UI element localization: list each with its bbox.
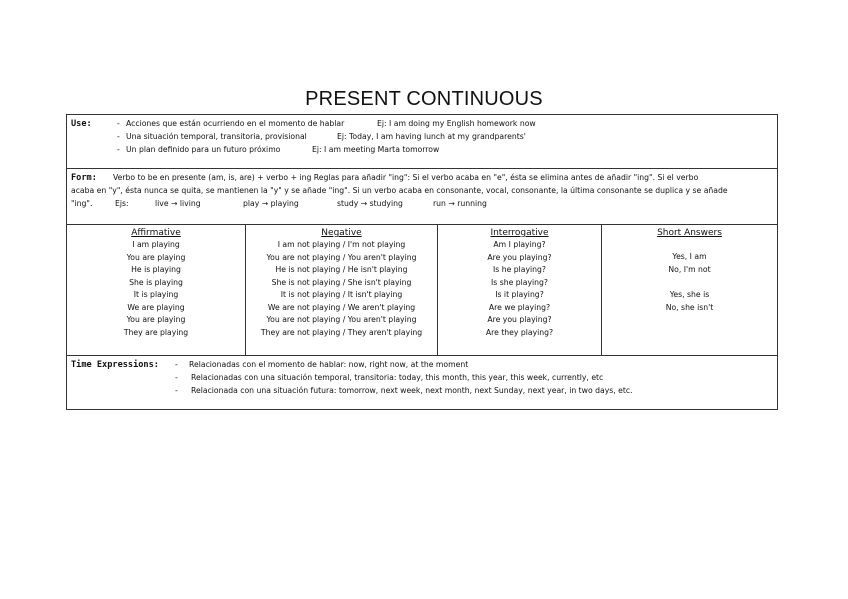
affirmative-row: I am playing: [132, 240, 180, 249]
short-answers-header: Short Answers: [657, 228, 722, 238]
affirmative-row: We are playing: [127, 302, 185, 312]
short-answer-row: No, she isn't: [665, 302, 714, 312]
negative-row: It is not playing / It isn't playing: [280, 290, 403, 299]
time-text: Relacionadas con una situación temporal, transitoria: today, this month, this year, this week, currently, etc: [191, 373, 604, 382]
affirmative-row: He is playing: [131, 265, 181, 274]
grammar-table: [66, 114, 778, 410]
time-bullet: -: [175, 360, 178, 369]
form-line: acaba en "y", ésta nunca se quita, se mantienen la "y" y se añade "ing". Si un verbo acaba en consonante, vocal, consonante, la última consonante se duplica y se añade: [71, 186, 728, 195]
time-bullet: -: [175, 386, 178, 395]
form-section: [67, 169, 777, 225]
affirmative-row: You are playing: [126, 252, 186, 262]
negative-row: They are not playing / They aren't playing: [260, 327, 423, 337]
use-bullet: -: [117, 132, 120, 141]
interrogative-row: Is she playing?: [490, 277, 548, 287]
affirmative-row: She is playing: [129, 277, 183, 287]
form-example: run → running: [433, 199, 487, 208]
examples-label: Ejs:: [115, 199, 129, 208]
use-bullet: -: [117, 145, 120, 154]
page-title: PRESENT CONTINUOUS: [305, 88, 543, 110]
use-example: Ej: I am meeting Marta tomorrow: [312, 145, 440, 154]
interrogative-row: Is it playing?: [495, 290, 544, 299]
form-example: play → playing: [243, 199, 299, 208]
short-answers-column: [601, 225, 777, 355]
interrogative-row: Am I playing?: [493, 240, 546, 249]
use-label: Use:: [71, 119, 92, 129]
affirmative-column: [67, 225, 245, 355]
negative-column: [245, 225, 437, 355]
time-bullet: -: [175, 373, 178, 382]
form-line: Verbo to be en presente (am, is, are) + verbo + ing Reglas para añadir "ing": Si el verbo acaba en "e", ésta se elimina antes de añadir "ing". Si el verbo: [113, 173, 699, 182]
form-example: study → studying: [337, 199, 403, 208]
use-example: Ej: I am doing my English homework now: [377, 119, 536, 128]
form-label: Form:: [71, 173, 97, 183]
interrogative-header: Interrogative: [490, 228, 549, 238]
short-answer-row: Yes, I am: [672, 252, 707, 261]
form-line: "ing".: [71, 199, 93, 208]
interrogative-row: Are they playing?: [485, 327, 554, 337]
interrogative-row: Are you playing?: [487, 315, 552, 324]
negative-row: We are not playing / We aren't playing: [267, 302, 416, 312]
affirmative-row: You are playing: [126, 315, 186, 324]
conjugation-table: [67, 225, 777, 356]
use-text: Un plan definido para un futuro próximo: [126, 145, 281, 154]
time-expressions-section: [67, 356, 777, 410]
use-section: [67, 115, 777, 169]
affirmative-row: It is playing: [133, 290, 179, 299]
negative-row: She is not playing / She isn't playing: [271, 277, 412, 287]
time-expressions-label: Time Expressions:: [71, 360, 159, 370]
negative-row: I am not playing / I'm not playing: [277, 240, 406, 249]
negative-row: He is not playing / He isn't playing: [275, 265, 408, 274]
interrogative-column: [437, 225, 601, 355]
short-answer-row: No, I'm not: [668, 264, 711, 274]
interrogative-row: Is he playing?: [492, 265, 546, 274]
use-bullet: -: [117, 119, 120, 128]
short-answer-row: Yes, she is: [669, 290, 710, 299]
use-text: Acciones que están ocurriendo en el momento de hablar: [126, 119, 345, 128]
use-text: Una situación temporal, transitoria, provisional: [126, 132, 307, 141]
use-example: Ej: Today, I am having lunch at my grandparents': [337, 132, 526, 141]
time-text: Relacionada con una situación futura: tomorrow, next week, next month, next Sunday, next year, in two days, etc.: [191, 386, 633, 395]
negative-row: You are not playing / You aren't playing: [266, 315, 417, 324]
negative-row: You are not playing / You aren't playing: [266, 252, 417, 262]
affirmative-header: Affirmative: [131, 228, 181, 238]
time-text: Relacionadas con el momento de hablar: now, right now, at the moment: [189, 360, 469, 369]
affirmative-row: They are playing: [123, 327, 189, 337]
negative-header: Negative: [321, 228, 362, 238]
form-example: live → living: [155, 199, 201, 208]
interrogative-row: Are you playing?: [487, 252, 552, 262]
interrogative-row: Are we playing?: [488, 302, 551, 312]
